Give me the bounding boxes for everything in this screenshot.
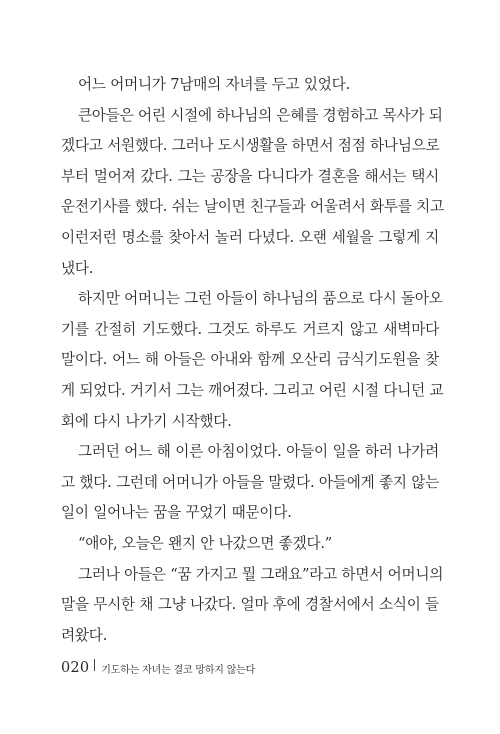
text-line: 운전기사를 했다. 쉬는 날이면 친구들과 어울려서 화투를 치고 [61, 198, 444, 216]
paragraph [61, 560, 444, 652]
text-line: 그러던 어느 해 이른 아침이었다. 아들이 일을 하러 나가려 [78, 443, 439, 461]
text-line: 이런저런 명소를 찾아서 놀러 다녔다. 오랜 세월을 그렇게 지 [61, 228, 439, 246]
running-book-title: 기도하는 자녀는 결코 망하지 않는다 [101, 664, 256, 676]
paragraph [61, 529, 439, 560]
text-line: 말이다. 어느 해 아들은 아내와 함께 오산리 금식기도원을 찾 [61, 351, 439, 369]
text-line: 회에 다시 나가기 시작했다. [61, 412, 232, 430]
text-line: 겠다고 서원했다. 그러나 도시생활을 하면서 점점 하나님으로 [61, 137, 440, 155]
text-line: 려왔다. [61, 626, 108, 644]
paragraph [61, 70, 439, 101]
text-line: 냈다. [61, 259, 94, 277]
paragraph [61, 437, 439, 529]
text-line: 부터 멀어져 갔다. 그는 공장을 다니다가 결혼을 해서는 택시 [61, 167, 439, 185]
text-line: 큰아들은 어린 시절에 하나님의 은혜를 경험하고 목사가 되 [78, 106, 443, 124]
paragraph [61, 101, 444, 285]
text-line: 게 되었다. 거기서 그는 깨어졌다. 그리고 어린 시절 다니던 교 [61, 381, 444, 399]
text-line: 하지만 어머니는 그런 아들이 하나님의 품으로 다시 돌아오 [78, 290, 443, 308]
text-line: 고 했다. 그런데 어머니가 아들을 말렸다. 아들에게 좋지 않는 [61, 473, 439, 491]
text-line: 기를 간절히 기도했다. 그것도 하루도 거르지 않고 새벽마다 [61, 320, 439, 338]
text-line: 일이 일어나는 꿈을 꾸었기 때문이다. [61, 504, 292, 522]
body-text [61, 70, 444, 651]
footer-divider [94, 659, 95, 671]
page-footer [61, 660, 255, 676]
page-number: 020 [61, 660, 90, 676]
text-line: 어느 어머니가 7남매의 자녀를 두고 있었다. [78, 76, 350, 93]
paragraph [61, 284, 444, 437]
text-line: 그러나 아들은 “꿈 가지고 뭘 그래요”라고 하면서 어머니의 [78, 565, 444, 583]
text-line: “애야, 오늘은 왠지 안 나갔으면 좋겠다.” [78, 534, 333, 552]
text-line: 말을 무시한 채 그냥 나갔다. 얼마 후에 경찰서에서 소식이 들 [61, 596, 439, 614]
